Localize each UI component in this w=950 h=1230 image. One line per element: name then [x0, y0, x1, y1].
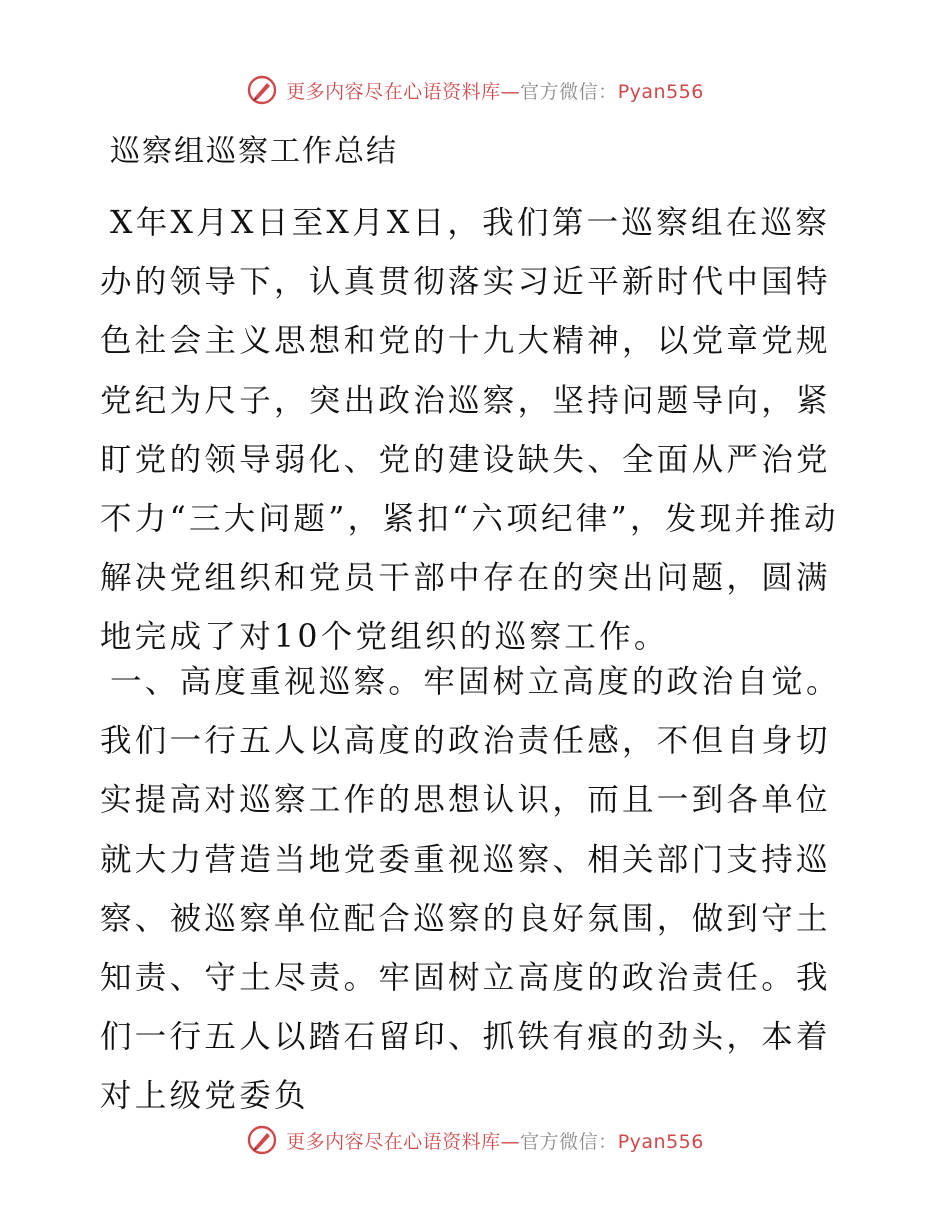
document-title: 巡察组巡察工作总结 — [110, 134, 398, 169]
header-watermark — [0, 70, 950, 110]
watermark-wechat-label: 官方微信： — [520, 1130, 618, 1153]
pen-circle-logo-icon — [246, 74, 278, 106]
watermark-wechat-id: Pyan556 — [617, 80, 704, 103]
watermark-wechat-label: 官方微信： — [520, 80, 618, 103]
watermark-dash: — — [500, 1130, 521, 1153]
paragraph-intro: X年X月X日至X月X日，我们第一巡察组在巡察办的领导下，认真贯彻落实习近平新时代中国特色社会主义思想和党的十九大精神，以党章党规党纪为尺子，突出政治巡察，坚持问题导向，紧盯党的领导弱化、党的建设缺失、全面从严治党不力“三大问题”，紧扣“六项纪律”，发现并推动解决党组织和党员干部中存在的突出问题，圆满地完成了对10个党组织的巡察工作。 — [100, 205, 839, 656]
paragraph-section-one: 一、高度重视巡察。牢固树立高度的政治自觉。我们一行五人以高度的政治责任感，不但自身切实提高对巡察工作的思想认识，而且一到各单位就大力营造当地党委重视巡察、相关部门支持巡察、被巡察单位配合巡察的良好氛围，做到守土知责、守土尽责。牢固树立高度的政治责任。我们一行五人以踏石留印、抓铁有痕的劲头，本着对上级党委负 — [100, 664, 841, 1115]
pen-circle-logo-icon — [246, 1124, 278, 1156]
watermark-text — [286, 77, 704, 104]
watermark-main-text: 更多内容尽在心语资料库 — [286, 1130, 501, 1153]
watermark-dash: — — [500, 80, 521, 103]
watermark-wechat-id: Pyan556 — [617, 1130, 704, 1153]
watermark-main-text: 更多内容尽在心语资料库 — [286, 80, 501, 103]
footer-watermark — [0, 1120, 950, 1160]
watermark-text — [286, 1127, 704, 1154]
